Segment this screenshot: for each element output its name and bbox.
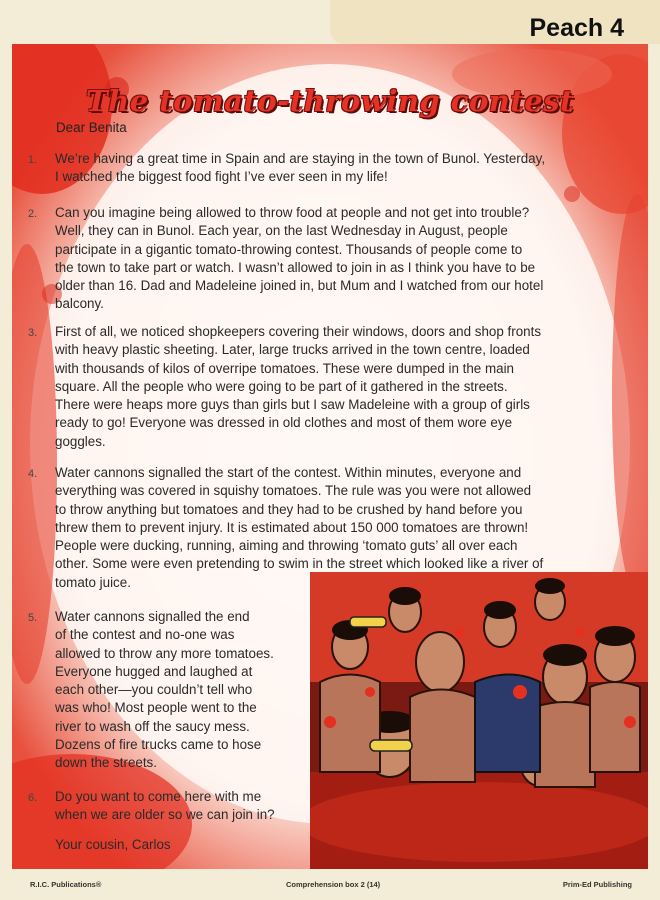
paragraph-6 [55, 788, 275, 825]
paragraph-line: First of all, we noticed shopkeepers covering their windows, doors and shop fronts [55, 324, 542, 339]
paragraph-line: to throw anything but tomatoes and they had to be crushed by hand before you [55, 501, 523, 517]
paragraph-number: 6. [28, 792, 38, 804]
paragraph-line: when we are older so we can join in? [55, 807, 275, 823]
paragraph-line: participate in a gigantic tomato-throwing contest. Thousands of people come to [55, 241, 523, 257]
paragraph-line: Water cannons signalled the end [55, 609, 250, 624]
paragraph-number: 1. [28, 154, 38, 166]
paragraph-line: Well, they can in Bunol. Each year, on the last Wednesday in August, people [55, 223, 508, 239]
tomato-festival-illustration [310, 572, 648, 869]
paragraph-2 [55, 204, 543, 314]
paragraph-number: 5. [28, 612, 38, 624]
paragraph-line: Do you want to come here with me [55, 789, 262, 804]
paragraph-line: older than 16. Dad and Madeleine joined in, but Mum and I watched from our hotel [55, 278, 544, 294]
story-title: The tomato-throwing contest [86, 84, 574, 118]
paragraph-5 [55, 608, 274, 773]
paragraph-line: tomato juice. [55, 574, 131, 590]
paragraph-line: There were heaps more guys than girls but I saw Madeleine with a group of girls [55, 397, 530, 413]
paragraph-line: allowed to throw any more tomatoes. [55, 645, 274, 661]
paragraph-line: square. All the people who were going to be part of it gathered in the streets. [55, 378, 508, 394]
paragraph-line: the town to take part or watch. I wasn’t allowed to join in as I think you have to be [55, 259, 536, 275]
paragraph-1 [55, 150, 545, 187]
paragraph-line: Can you imagine being allowed to throw food at people and not get into trouble? [55, 205, 530, 220]
paragraph-number: 4. [28, 468, 38, 480]
paragraph-number: 3. [28, 327, 38, 339]
paragraph-line: down the streets. [55, 755, 157, 771]
paragraph-line: Water cannons signalled the start of the contest. Within minutes, everyone and [55, 465, 522, 480]
footer-publisher-left: R.I.C. Publications® [30, 880, 102, 889]
footer-box-reference: Comprehension box 2 (14) [286, 880, 381, 889]
paragraph-line: balcony. [55, 296, 104, 312]
paragraph-line: each other—you couldn’t tell who [55, 682, 253, 698]
letter-greeting: Dear Benita [56, 120, 127, 135]
paragraph-3 [55, 323, 541, 451]
paragraph-line: river to wash off the saucy mess. [55, 718, 250, 734]
paragraph-line: other. Some were even pretending to swim in the street which looked like a river of [55, 556, 544, 572]
paragraph-line: with thousands of kilos of overripe tomatoes. These were dumped in the main [55, 360, 515, 376]
paragraph-line: goggles. [55, 433, 106, 449]
paragraph-line: ready to go! Everyone was dressed in old clothes and most of them wore eye [55, 415, 513, 431]
paragraph-line: of the contest and no-one was [55, 627, 235, 643]
paragraph-line: I watched the biggest food fight I’ve ever seen in my life! [55, 169, 388, 185]
paragraph-line: We’re having a great time in Spain and are staying in the town of Bunol. Yesterday, [55, 151, 546, 166]
paragraph-number: 2. [28, 208, 38, 220]
paragraph-line: Everyone hugged and laughed at [55, 663, 253, 679]
card-label: Peach 4 [529, 14, 624, 42]
paragraph-line: People were ducking, running, aiming and throwing ‘tomato guts’ all over each [55, 538, 518, 554]
paragraph-line: was who! Most people went to the [55, 700, 257, 716]
footer-publisher-right: Prim-Ed Publishing [562, 880, 632, 889]
paragraph-line: with heavy plastic sheeting. Later, large trucks arrived in the town centre, loaded [55, 342, 530, 358]
paragraph-4 [55, 464, 543, 592]
paragraph-line: everything was covered in squishy tomatoes. The rule was you were not allowed [55, 483, 532, 499]
paragraph-line: threw them to prevent injury. It is estimated about 150 000 tomatoes are thrown! [55, 519, 529, 535]
paragraph-line: Dozens of fire trucks came to hose [55, 737, 262, 753]
letter-signoff: Your cousin, Carlos [55, 837, 171, 852]
